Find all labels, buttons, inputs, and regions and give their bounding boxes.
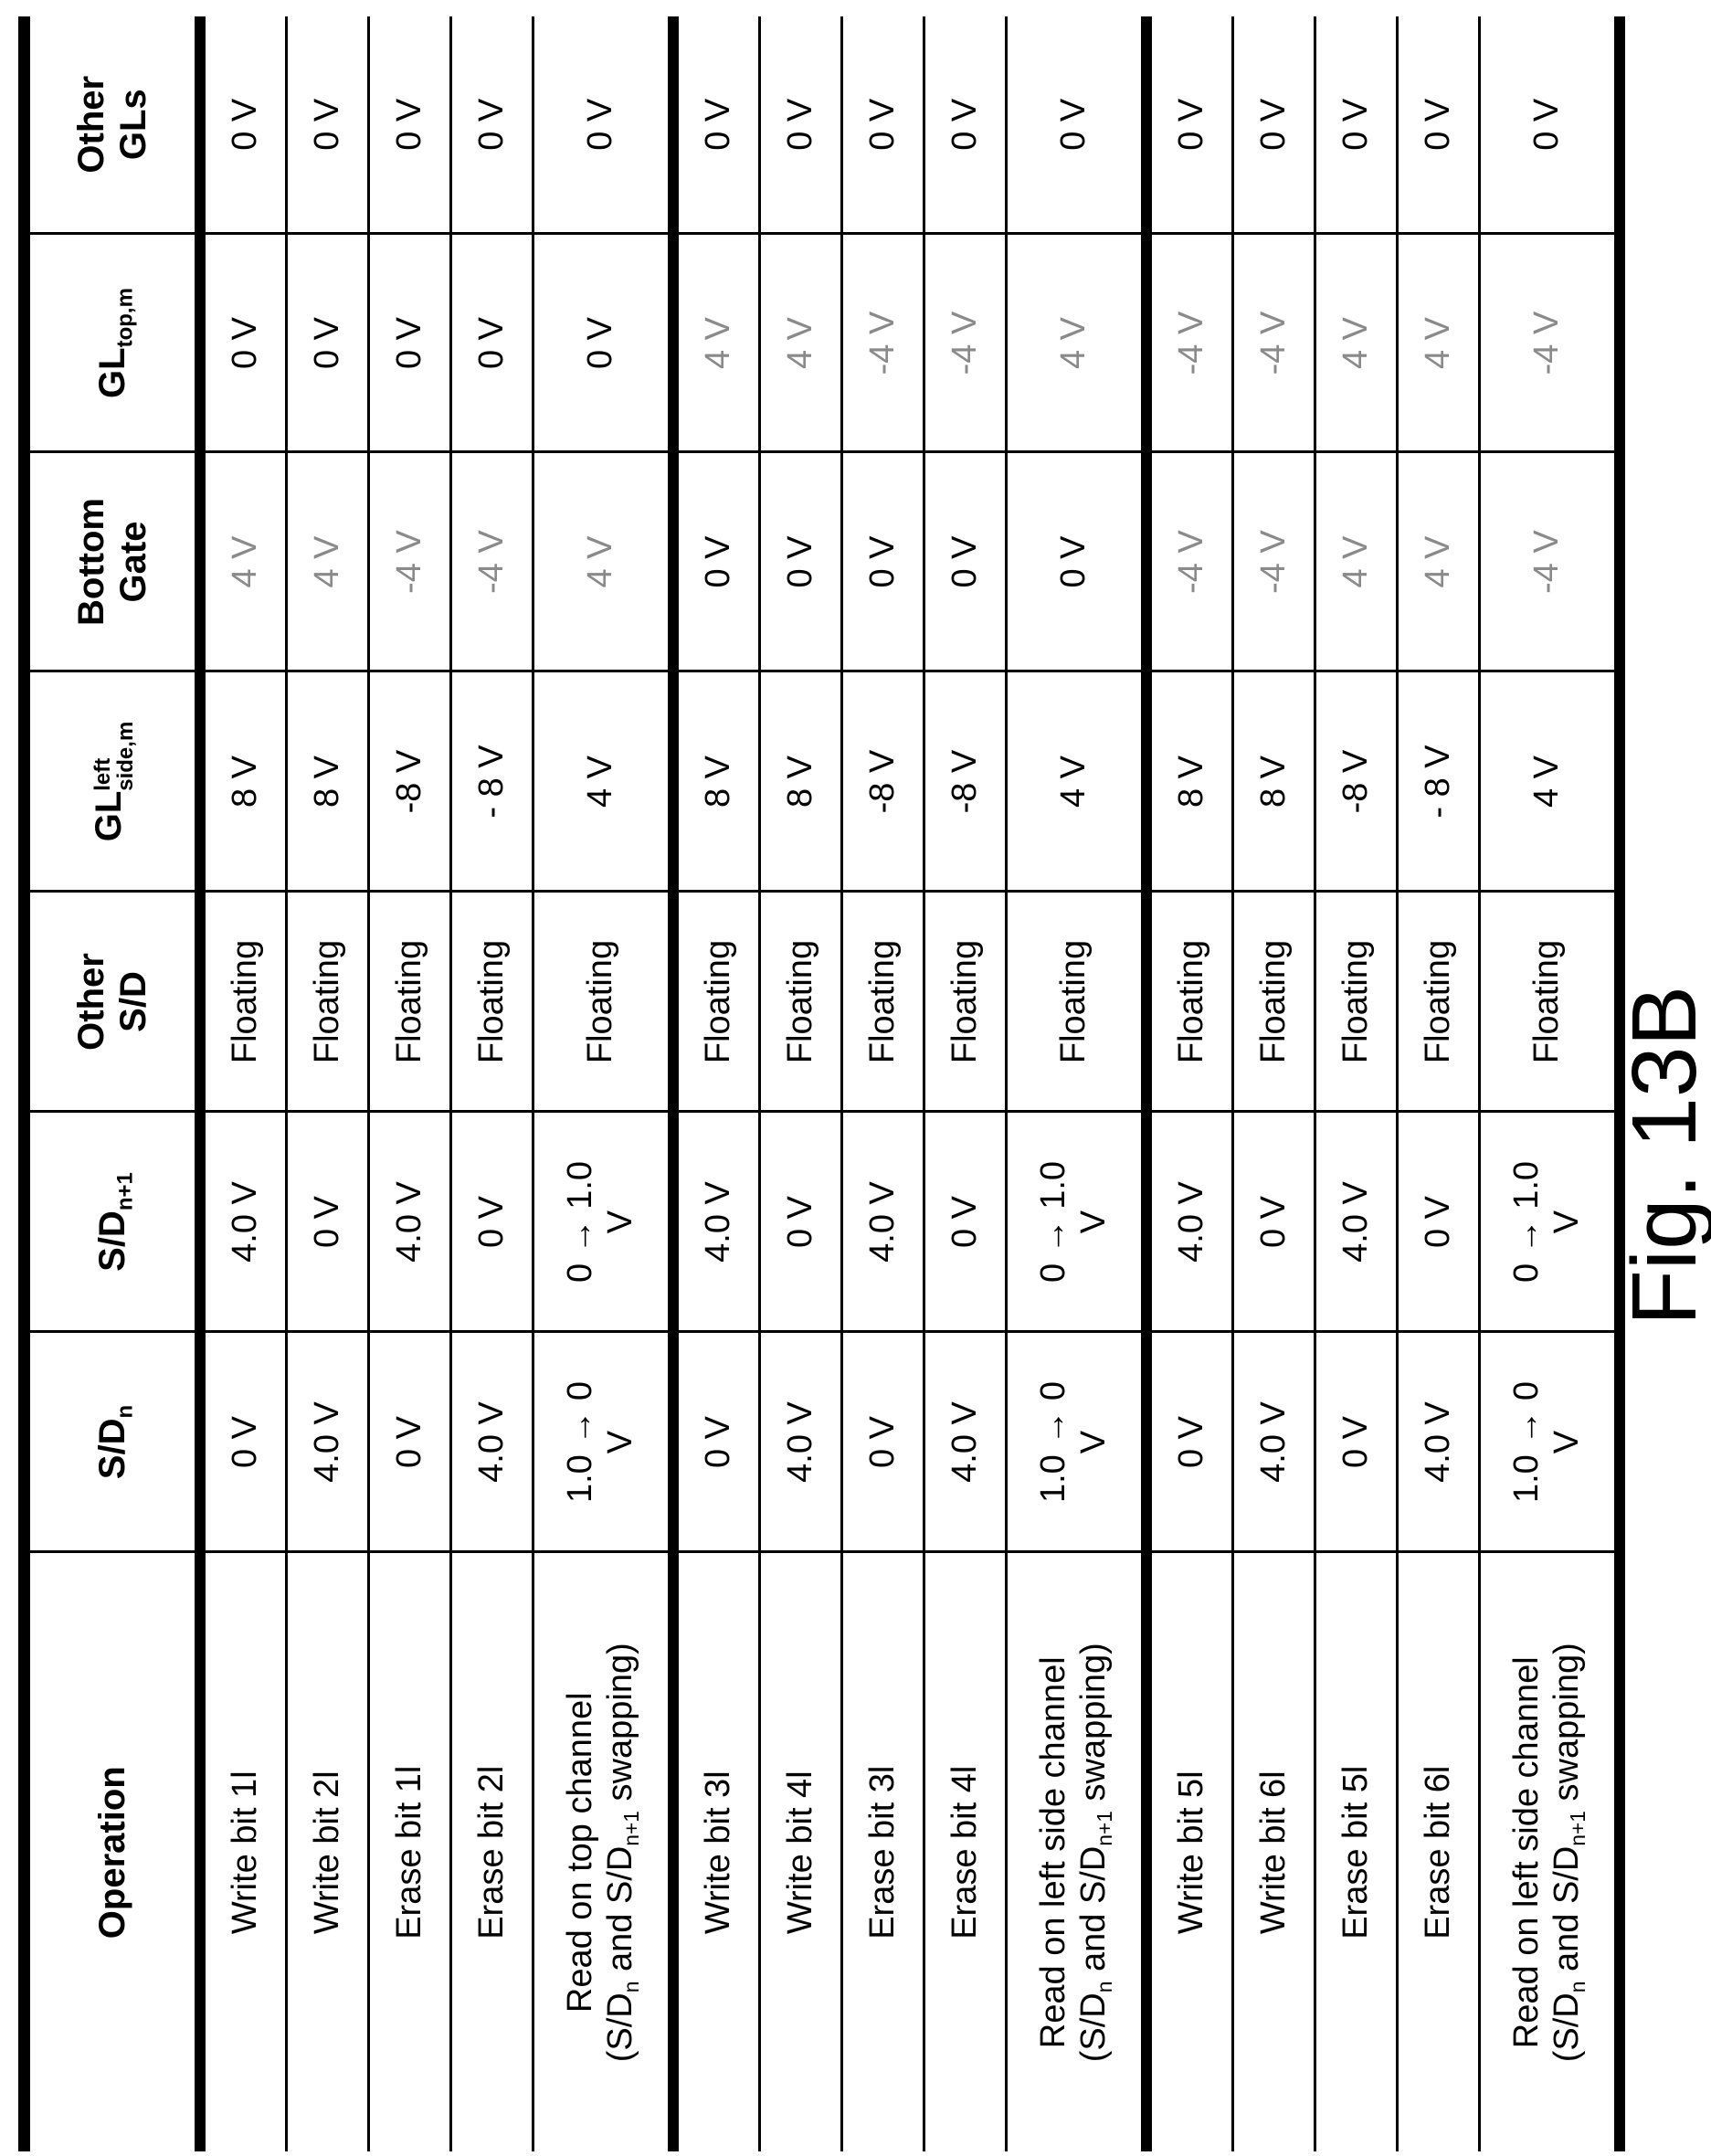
read-note-part: swapping) xyxy=(1074,1643,1113,1811)
cell-sdn: 0 V xyxy=(369,1332,451,1552)
read-note xyxy=(1547,1643,1586,2062)
header-gl-top-base: GL xyxy=(92,347,132,398)
cell-gl-left: -8 V xyxy=(842,671,924,892)
read-note-part: (S/D xyxy=(601,1992,639,2062)
cell-sdn: 4.0 V xyxy=(1398,1332,1480,1552)
table-row xyxy=(842,16,924,2151)
cell-other-gls: 0 V xyxy=(200,16,287,234)
cell-bottom-gate: 4 V xyxy=(1315,452,1398,671)
cell-sdn1: 0 → 1.0 V xyxy=(1007,1112,1147,1332)
read-note-sub: n xyxy=(1093,1982,1116,1993)
cell-gl-left: 4 V xyxy=(1480,671,1621,892)
operation-label: Read on top channel xyxy=(561,1692,599,2013)
cell-gl-top: 0 V xyxy=(533,234,674,452)
cell-gl-top: 0 V xyxy=(451,234,533,452)
cell-bottom-gate: -4 V xyxy=(1480,452,1621,671)
cell-operation xyxy=(1480,1552,1621,2151)
cell-other-sd: Floating xyxy=(533,892,674,1112)
read-note-sub: n+1 xyxy=(619,1811,643,1846)
header-operation: Operation xyxy=(25,1552,201,2151)
cell-operation: Erase bit 6l xyxy=(1398,1552,1480,2151)
cell-sdn1: 4.0 V xyxy=(1315,1112,1398,1332)
cell-other-sd: Floating xyxy=(1007,892,1147,1112)
table-row xyxy=(287,16,369,2151)
cell-bottom-gate: 0 V xyxy=(1007,452,1147,671)
cell-other-gls: 0 V xyxy=(924,16,1007,234)
read-note-part: (S/D xyxy=(1074,1992,1113,2062)
operation-voltage-table xyxy=(18,16,1625,2151)
cell-other-sd: Floating xyxy=(1480,892,1621,1112)
cell-operation xyxy=(533,1552,674,2151)
header-sdn1 xyxy=(25,1112,201,1332)
cell-other-gls: 0 V xyxy=(1315,16,1398,234)
cell-operation: Write bit 2l xyxy=(287,1552,369,2151)
read-note-part: (S/D xyxy=(1547,1992,1586,2062)
table-row xyxy=(924,16,1007,2151)
cell-other-sd: Floating xyxy=(760,892,842,1112)
cell-bottom-gate: 0 V xyxy=(760,452,842,671)
cell-bottom-gate: -4 V xyxy=(369,452,451,671)
cell-gl-left: - 8 V xyxy=(451,671,533,892)
figure-caption: Fig. 13B xyxy=(1612,986,1711,1326)
header-other-sd: Other S/D xyxy=(25,892,201,1112)
header-gl-left-sub1: left xyxy=(90,758,115,791)
cell-other-gls: 0 V xyxy=(842,16,924,234)
figure-canvas xyxy=(0,0,1711,2156)
cell-other-gls: 0 V xyxy=(533,16,674,234)
cell-other-gls: 0 V xyxy=(287,16,369,234)
header-gl-top-sub: top,m xyxy=(112,288,137,347)
cell-gl-left: 8 V xyxy=(200,671,287,892)
read-note-part: swapping) xyxy=(601,1643,639,1811)
cell-other-sd: Floating xyxy=(1315,892,1398,1112)
read-note-sub: n+1 xyxy=(1093,1811,1116,1846)
cell-sdn: 4.0 V xyxy=(924,1332,1007,1552)
cell-gl-left: 8 V xyxy=(1146,671,1233,892)
cell-bottom-gate: 0 V xyxy=(673,452,760,671)
cell-other-gls: 0 V xyxy=(1233,16,1315,234)
cell-other-gls: 0 V xyxy=(1007,16,1147,234)
cell-operation: Erase bit 4l xyxy=(924,1552,1007,2151)
cell-bottom-gate: 4 V xyxy=(287,452,369,671)
cell-sdn: 4.0 V xyxy=(287,1332,369,1552)
cell-bottom-gate: -4 V xyxy=(451,452,533,671)
read-note-part: and S/D xyxy=(601,1846,639,1982)
cell-sdn: 0 V xyxy=(673,1332,760,1552)
cell-other-gls: 0 V xyxy=(673,16,760,234)
cell-other-gls: 0 V xyxy=(451,16,533,234)
cell-gl-left: 8 V xyxy=(1233,671,1315,892)
header-sdn xyxy=(25,1332,201,1552)
cell-gl-left: - 8 V xyxy=(1398,671,1480,892)
cell-bottom-gate: 4 V xyxy=(533,452,674,671)
cell-other-sd: Floating xyxy=(451,892,533,1112)
cell-gl-left: 8 V xyxy=(673,671,760,892)
cell-gl-top: 4 V xyxy=(673,234,760,452)
table-row xyxy=(533,16,674,2151)
header-gl-left-base: GL xyxy=(89,791,129,842)
cell-operation: Write bit 6l xyxy=(1233,1552,1315,2151)
table-row xyxy=(1007,16,1147,2151)
cell-gl-top: -4 V xyxy=(1146,234,1233,452)
cell-gl-left: -8 V xyxy=(1315,671,1398,892)
cell-sdn: 0 V xyxy=(1146,1332,1233,1552)
read-note xyxy=(601,1643,639,2062)
read-note-part: and S/D xyxy=(1074,1846,1113,1982)
cell-gl-top: -4 V xyxy=(842,234,924,452)
header-sdn-base: S/D xyxy=(92,1419,132,1480)
cell-sdn: 4.0 V xyxy=(1233,1332,1315,1552)
header-sdn1-base: S/D xyxy=(92,1210,132,1272)
cell-gl-top: 0 V xyxy=(287,234,369,452)
cell-operation: Erase bit 2l xyxy=(451,1552,533,2151)
header-gl-top xyxy=(25,234,201,452)
cell-operation xyxy=(1007,1552,1147,2151)
cell-gl-left: -8 V xyxy=(369,671,451,892)
cell-sdn1: 4.0 V xyxy=(842,1112,924,1332)
cell-other-sd: Floating xyxy=(200,892,287,1112)
cell-sdn: 0 V xyxy=(842,1332,924,1552)
table-row xyxy=(1315,16,1398,2151)
table-row xyxy=(760,16,842,2151)
cell-gl-top: 4 V xyxy=(1398,234,1480,452)
cell-sdn1: 4.0 V xyxy=(200,1112,287,1332)
table-row xyxy=(200,16,287,2151)
table-row xyxy=(673,16,760,2151)
cell-operation: Erase bit 1l xyxy=(369,1552,451,2151)
table-row xyxy=(1480,16,1621,2151)
cell-gl-top: 0 V xyxy=(200,234,287,452)
cell-sdn: 0 V xyxy=(1315,1332,1398,1552)
cell-sdn1: 0 V xyxy=(1398,1112,1480,1332)
cell-gl-left: 8 V xyxy=(287,671,369,892)
header-gl-left-sub2: side,m xyxy=(113,722,138,791)
cell-sdn1: 4.0 V xyxy=(673,1112,760,1332)
cell-gl-left: 4 V xyxy=(533,671,674,892)
cell-bottom-gate: -4 V xyxy=(1233,452,1315,671)
cell-other-gls: 0 V xyxy=(1480,16,1621,234)
cell-sdn1: 4.0 V xyxy=(1146,1112,1233,1332)
read-note-sub: n xyxy=(619,1982,643,1993)
header-other-gls: Other GLs xyxy=(25,16,201,234)
header-sdn1-sub: n+1 xyxy=(112,1172,137,1210)
cell-other-sd: Floating xyxy=(1398,892,1480,1112)
read-note-part: and S/D xyxy=(1547,1846,1586,1982)
cell-other-sd: Floating xyxy=(369,892,451,1112)
cell-gl-top: -4 V xyxy=(1480,234,1621,452)
cell-bottom-gate: -4 V xyxy=(1146,452,1233,671)
cell-other-sd: Floating xyxy=(1146,892,1233,1112)
cell-gl-top: 4 V xyxy=(1315,234,1398,452)
read-note-sub: n xyxy=(1566,1982,1590,1993)
cell-gl-top: -4 V xyxy=(1233,234,1315,452)
cell-operation: Write bit 3l xyxy=(673,1552,760,2151)
cell-sdn1: 0 → 1.0 V xyxy=(1480,1112,1621,1332)
table-row xyxy=(1233,16,1315,2151)
read-note-sub: n+1 xyxy=(1566,1811,1590,1846)
cell-other-gls: 0 V xyxy=(760,16,842,234)
cell-other-gls: 0 V xyxy=(1146,16,1233,234)
cell-operation: Erase bit 3l xyxy=(842,1552,924,2151)
cell-gl-top: 4 V xyxy=(1007,234,1147,452)
cell-other-gls: 0 V xyxy=(369,16,451,234)
cell-sdn1: 0 V xyxy=(287,1112,369,1332)
cell-bottom-gate: 0 V xyxy=(924,452,1007,671)
cell-sdn: 1.0 → 0 V xyxy=(1007,1332,1147,1552)
header-gl-left xyxy=(25,671,201,892)
cell-sdn: 4.0 V xyxy=(760,1332,842,1552)
cell-sdn1: 0 V xyxy=(1233,1112,1315,1332)
cell-sdn: 1.0 → 0 V xyxy=(533,1332,674,1552)
cell-bottom-gate: 4 V xyxy=(1398,452,1480,671)
cell-bottom-gate: 4 V xyxy=(200,452,287,671)
cell-other-gls: 0 V xyxy=(1398,16,1480,234)
cell-operation: Write bit 1l xyxy=(200,1552,287,2151)
cell-other-sd: Floating xyxy=(842,892,924,1112)
operation-label: Read on left side channel xyxy=(1034,1656,1072,2048)
table-row xyxy=(1146,16,1233,2151)
cell-other-sd: Floating xyxy=(287,892,369,1112)
cell-gl-top: -4 V xyxy=(924,234,1007,452)
read-note-part: swapping) xyxy=(1547,1643,1586,1811)
cell-other-sd: Floating xyxy=(1233,892,1315,1112)
cell-gl-left: -8 V xyxy=(924,671,1007,892)
cell-sdn1: 0 V xyxy=(760,1112,842,1332)
cell-gl-left: 4 V xyxy=(1007,671,1147,892)
cell-sdn1: 0 V xyxy=(924,1112,1007,1332)
header-bottom-gate: Bottom Gate xyxy=(25,452,201,671)
cell-gl-left: 8 V xyxy=(760,671,842,892)
header-row xyxy=(25,16,201,2151)
cell-sdn: 0 V xyxy=(200,1332,287,1552)
cell-operation: Erase bit 5l xyxy=(1315,1552,1398,2151)
header-sdn-sub: n xyxy=(112,1405,137,1419)
cell-bottom-gate: 0 V xyxy=(842,452,924,671)
cell-sdn1: 4.0 V xyxy=(369,1112,451,1332)
cell-sdn1: 0 V xyxy=(451,1112,533,1332)
cell-other-sd: Floating xyxy=(673,892,760,1112)
operation-label: Read on left side channel xyxy=(1507,1656,1546,2048)
cell-sdn: 4.0 V xyxy=(451,1332,533,1552)
table-row xyxy=(451,16,533,2151)
cell-sdn: 1.0 → 0 V xyxy=(1480,1332,1621,1552)
cell-operation: Write bit 5l xyxy=(1146,1552,1233,2151)
cell-operation: Write bit 4l xyxy=(760,1552,842,2151)
table-row xyxy=(369,16,451,2151)
cell-other-sd: Floating xyxy=(924,892,1007,1112)
table-row xyxy=(1398,16,1480,2151)
cell-gl-top: 0 V xyxy=(369,234,451,452)
cell-sdn1: 0 → 1.0 V xyxy=(533,1112,674,1332)
read-note xyxy=(1074,1643,1113,2062)
cell-gl-top: 4 V xyxy=(760,234,842,452)
